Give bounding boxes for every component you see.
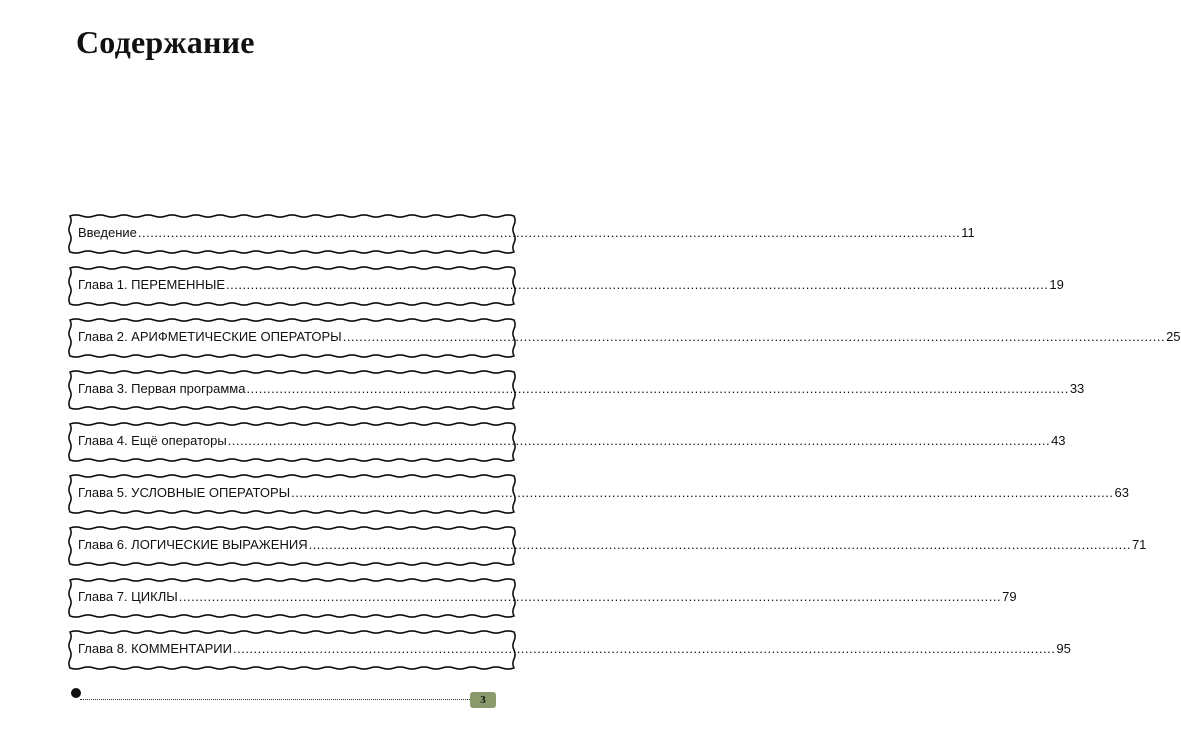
toc-entry-page: 95 <box>1056 641 1071 656</box>
page-title: Содержание <box>76 24 255 60</box>
toc-entry[interactable] <box>66 264 1064 308</box>
toc-entry-label: Глава 4. Ещё операторы <box>78 433 227 448</box>
toc-entry[interactable] <box>66 524 1147 568</box>
toc-entry-page: 79 <box>1002 589 1017 604</box>
page-number-badge: 3 <box>470 692 496 708</box>
toc-entry-page: 71 <box>1131 537 1147 552</box>
toc-entry-label: Глава 8. КОММЕНТАРИИ <box>78 641 232 656</box>
toc-entry[interactable] <box>66 212 975 256</box>
toc-entry-label: Глава 1. ПЕРЕМЕННЫЕ <box>78 277 225 292</box>
toc-entry[interactable] <box>66 368 1085 412</box>
dot-leader: ........................................................................................................................................................................................................ <box>246 381 1069 396</box>
toc-entry-page: 43 <box>1051 433 1066 448</box>
toc-entry-label: Введение <box>78 225 137 240</box>
toc-entry-page: 11 <box>961 225 975 240</box>
dot-leader: ........................................................................................................................................................................................................ <box>178 589 1002 604</box>
dot-leader: ........................................................................................................................................................................................................ <box>227 433 1051 448</box>
dot-leader: ........................................................................................................................................................................................................ <box>137 225 961 240</box>
dotted-rule <box>80 699 470 700</box>
toc-entry[interactable] <box>66 576 1017 620</box>
toc-entry-label: Глава 5. УСЛОВНЫЕ ОПЕРАТОРЫ <box>78 485 291 500</box>
dot-leader: ........................................................................................................................................................................................................ <box>308 537 1131 552</box>
toc-entry-label: Глава 3. Первая программа <box>78 381 246 396</box>
page-footer <box>0 684 600 714</box>
bullet-dot <box>71 688 81 698</box>
toc-entry[interactable] <box>66 628 1071 672</box>
toc-entry-label: Глава 2. АРИФМЕТИЧЕСКИЕ ОПЕРАТОРЫ <box>78 329 342 344</box>
toc-entry-page: 63 <box>1114 485 1129 500</box>
toc-entry[interactable] <box>66 316 1181 360</box>
toc-entry[interactable] <box>66 420 1066 464</box>
toc-entry-label: Глава 7. ЦИКЛЫ <box>78 589 178 604</box>
table-of-contents <box>66 212 1181 680</box>
toc-entry-page: 33 <box>1069 381 1085 396</box>
dot-leader: ........................................................................................................................................................................................................ <box>291 485 1114 500</box>
toc-entry-page: 25 <box>1166 329 1181 344</box>
toc-entry-page: 19 <box>1049 277 1064 292</box>
dot-leader: ........................................................................................................................................................................................................ <box>342 329 1166 344</box>
toc-entry[interactable] <box>66 472 1129 516</box>
dot-leader: ........................................................................................................................................................................................................ <box>226 277 1049 292</box>
dot-leader: ........................................................................................................................................................................................................ <box>232 641 1056 656</box>
toc-entry-label: Глава 6. ЛОГИЧЕСКИЕ ВЫРАЖЕНИЯ <box>78 537 308 552</box>
